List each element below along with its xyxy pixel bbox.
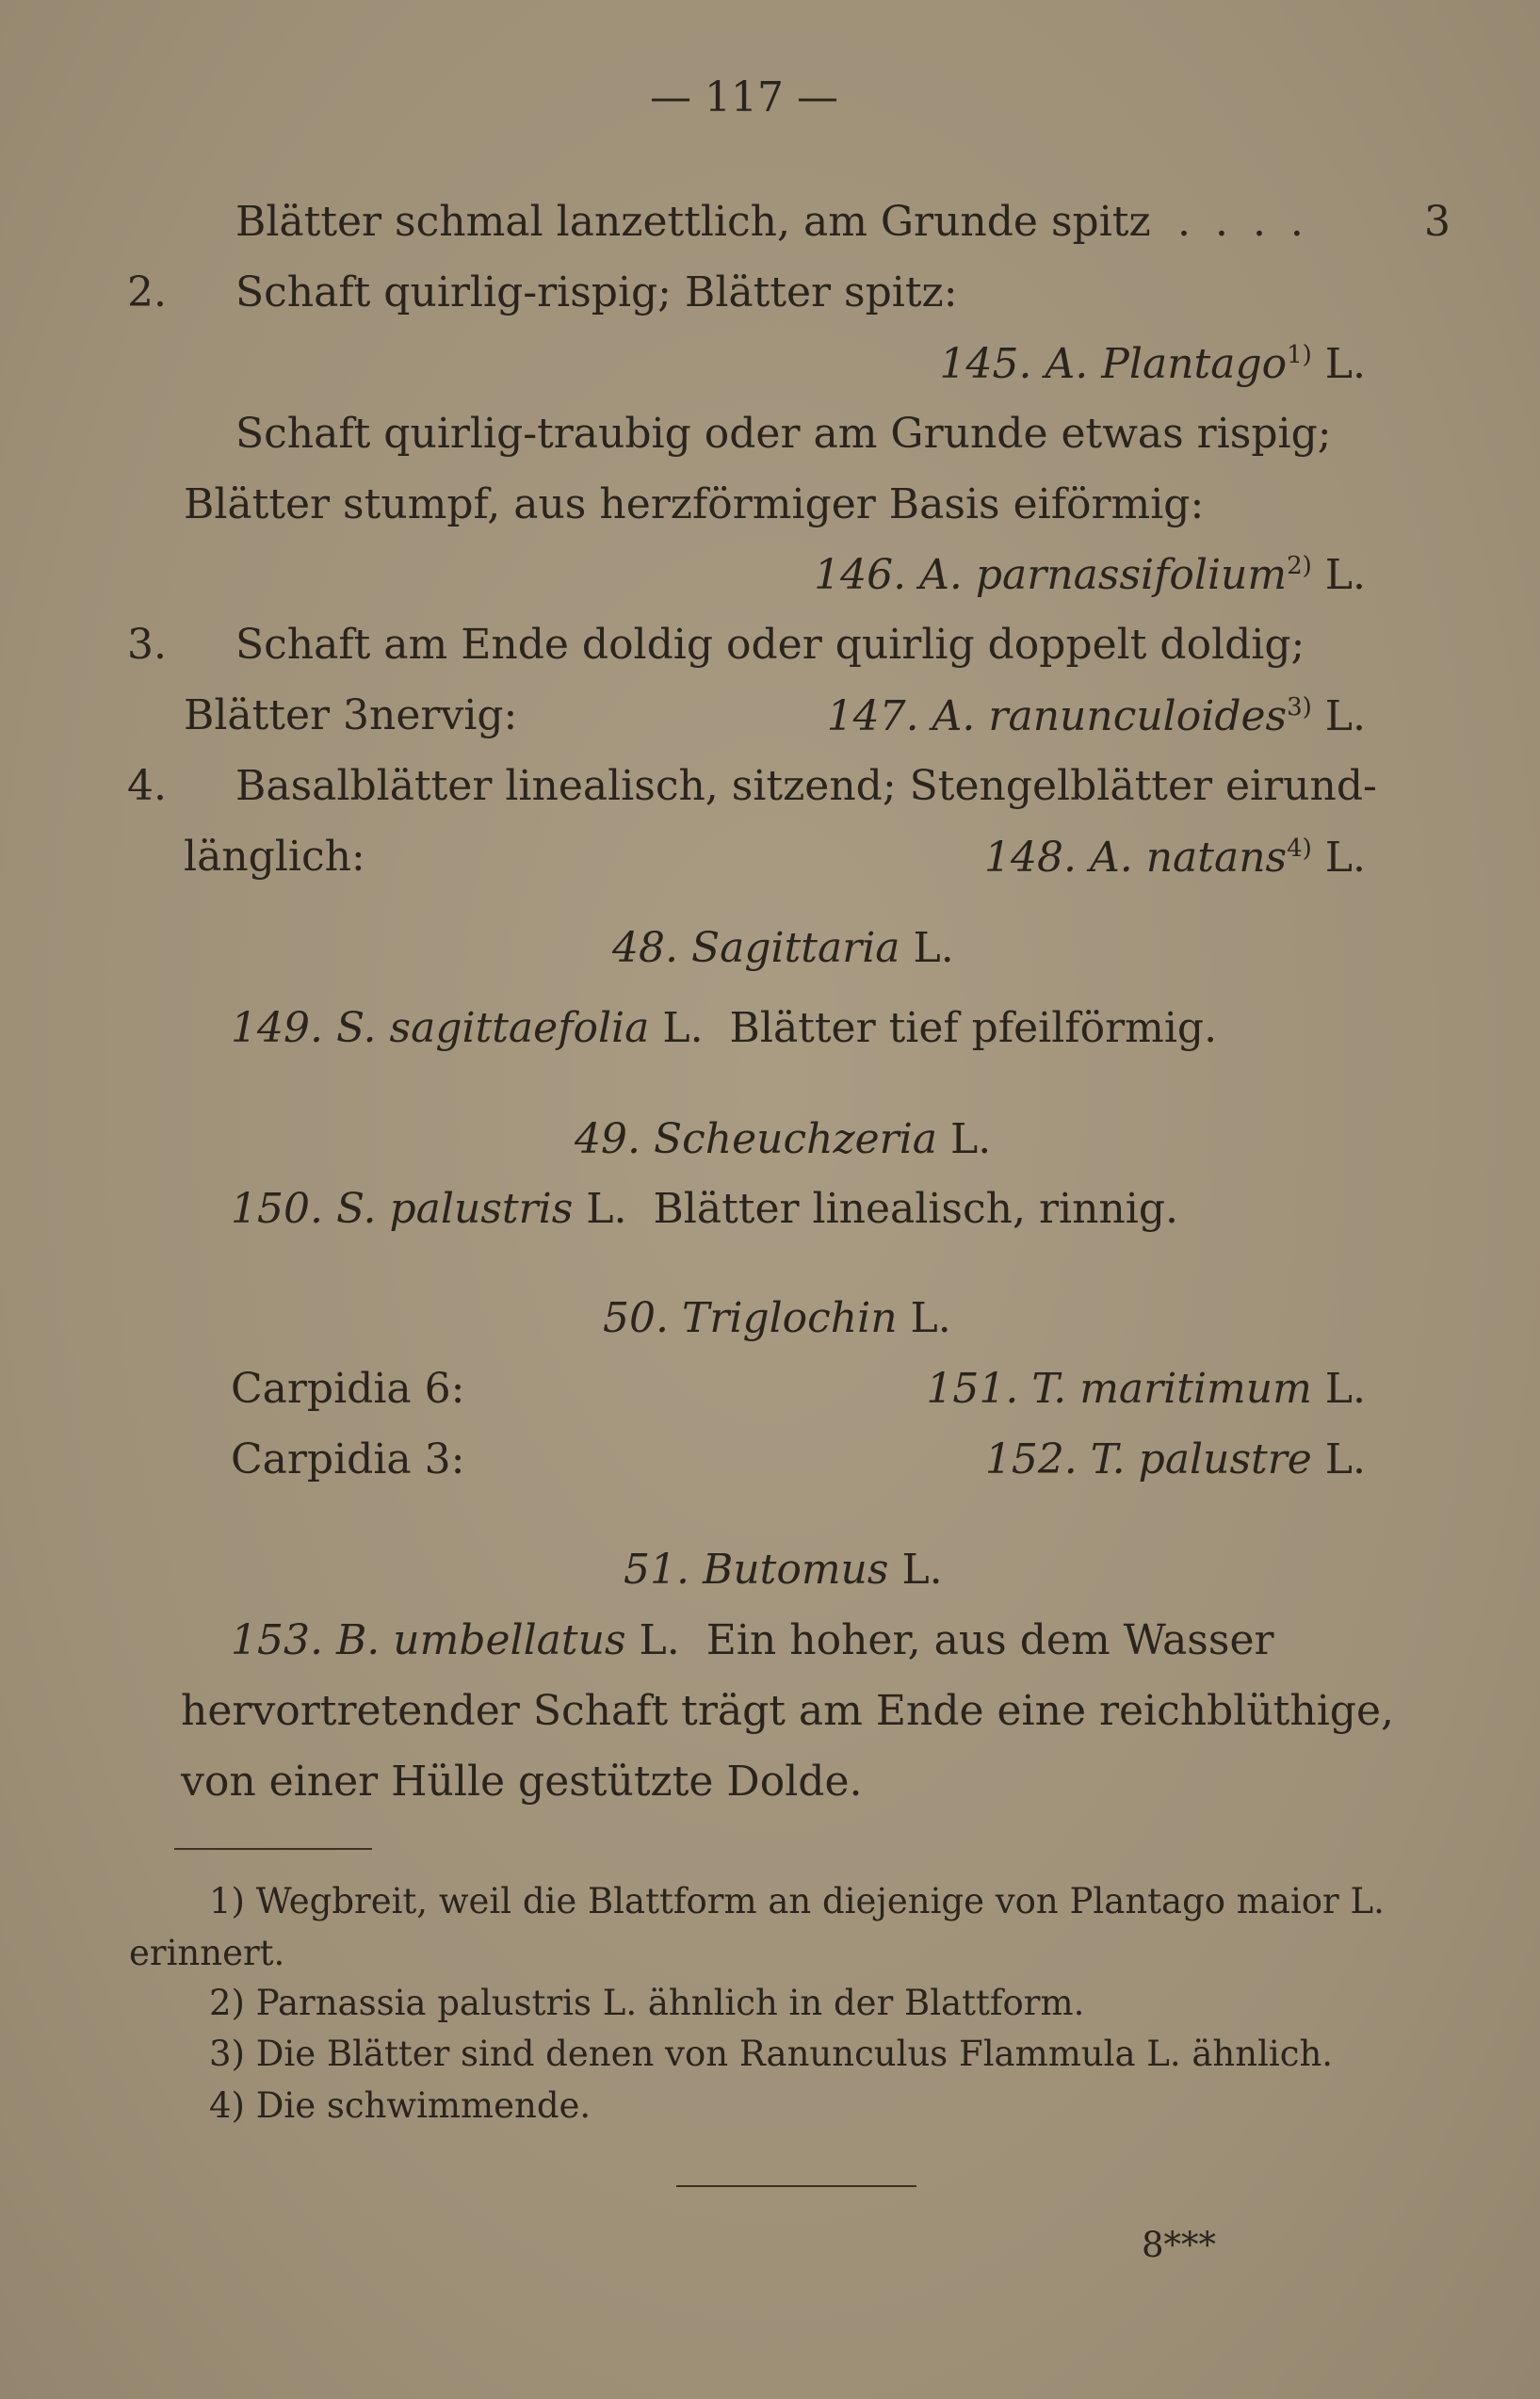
- species-145-genus: A.: [1045, 340, 1089, 388]
- footnote-2: 2) Parnassia palustris L. ähnlich in der Blattform.: [209, 1983, 1085, 2023]
- species-151-author: L.: [1311, 1365, 1366, 1413]
- genus-49-author: L.: [937, 1115, 992, 1163]
- key-num-3: 3.: [127, 621, 167, 669]
- genus-49-name: Scheuchzeria: [653, 1115, 938, 1163]
- key-line-1-ref: 3: [1424, 198, 1451, 246]
- genus-50-heading: [603, 1294, 951, 1342]
- footnote-1-cont: erinnert.: [129, 1933, 285, 1973]
- key-num-4: 4.: [127, 762, 167, 810]
- species-150-num: 150.: [231, 1185, 323, 1233]
- footnote-1: 1) Wegbreit, weil die Blattform an diejenige von Plantago maior L.: [209, 1881, 1385, 1921]
- species-150: [231, 1185, 1178, 1233]
- key-line-1: Blätter schmal lanzettlich, am Grunde spitz: [235, 198, 1151, 246]
- footnote-ref-2: 2): [1287, 552, 1312, 580]
- key-line-10: länglich:: [184, 833, 365, 881]
- species-145: [939, 340, 1366, 388]
- genus-48-author: L.: [900, 924, 954, 972]
- genus-51-heading: [624, 1546, 943, 1594]
- species-147-author: L.: [1311, 692, 1366, 740]
- species-148: [983, 834, 1366, 882]
- genus-50-author: L.: [897, 1294, 951, 1342]
- species-149-num: 149.: [231, 1004, 323, 1052]
- genus-49-heading: [575, 1115, 992, 1163]
- species-151-label: Carpidia 6:: [231, 1365, 465, 1413]
- key-line-1-dots: . . . .: [1177, 198, 1309, 246]
- species-150-name: S. palustris: [335, 1185, 574, 1233]
- species-148-name: natans: [1145, 834, 1288, 882]
- species-152-num: 152.: [984, 1435, 1078, 1483]
- species-145-author: L.: [1311, 340, 1366, 388]
- genus-49-num: 49.: [575, 1115, 640, 1163]
- species-146-name: parnassifolium: [975, 551, 1288, 599]
- key-line-2: Schaft quirlig-rispig; Blätter spitz:: [235, 268, 958, 316]
- key-line-8: Blätter 3nervig:: [184, 691, 518, 739]
- species-145-num: 145.: [939, 340, 1032, 388]
- species-152-label: Carpidia 3:: [231, 1435, 465, 1483]
- species-149-author: L.: [649, 1004, 704, 1052]
- species-147-name: ranunculoides: [988, 692, 1288, 740]
- species-152-name: T. palustre: [1090, 1435, 1312, 1483]
- species-146-genus: A.: [919, 551, 963, 599]
- genus-48-name: Sagittaria: [690, 924, 900, 972]
- species-151-num: 151.: [926, 1365, 1019, 1413]
- species-149-desc: Blätter tief pfeilförmig.: [729, 1004, 1218, 1052]
- species-150-desc: Blätter linealisch, rinnig.: [653, 1185, 1178, 1233]
- species-147-num: 147.: [826, 692, 919, 740]
- species-147: [826, 692, 1366, 740]
- key-num-2: 2.: [127, 268, 167, 316]
- species-153-desc-1: Ein hoher, aus dem Wasser: [705, 1616, 1274, 1664]
- species-145-name: Plantago: [1101, 340, 1288, 388]
- species-148-num: 148.: [983, 834, 1077, 882]
- species-153: [231, 1616, 1274, 1664]
- key-line-4: Schaft quirlig-traubig oder am Grunde etwas rispig;: [235, 410, 1332, 458]
- species-153-line-3: von einer Hülle gestützte Dolde.: [181, 1758, 863, 1806]
- species-146-num: 146.: [814, 551, 907, 599]
- footnote-ref-1: 1): [1287, 341, 1312, 369]
- footnote-ref-4: 4): [1287, 835, 1312, 863]
- species-152: [984, 1435, 1366, 1483]
- footnote-separator: [174, 1848, 372, 1850]
- genus-50-num: 50.: [603, 1294, 669, 1342]
- footnote-ref-3: 3): [1287, 693, 1312, 721]
- species-148-genus: A.: [1089, 834, 1133, 882]
- key-line-9: Basalblätter linealisch, sitzend; Stengelblätter eirund-: [235, 762, 1377, 810]
- species-147-genus: A.: [932, 692, 976, 740]
- species-146: [814, 551, 1366, 599]
- genus-50-name: Triglochin: [681, 1294, 898, 1342]
- species-151-name: T. maritimum: [1031, 1365, 1312, 1413]
- genus-48-heading: [612, 924, 954, 972]
- key-line-5: Blätter stumpf, aus herzförmiger Basis eiförmig:: [184, 480, 1205, 528]
- signature-mark: 8***: [1142, 2225, 1217, 2265]
- bottom-rule: [676, 2185, 916, 2187]
- species-153-line-2: hervortretender Schaft trägt am Ende eine reichblüthige,: [181, 1687, 1394, 1735]
- genus-51-num: 51.: [624, 1546, 689, 1594]
- footnote-3: 3) Die Blätter sind denen von Ranunculus Flammula L. ähnlich.: [209, 2034, 1334, 2074]
- page-number: — 117 —: [650, 73, 838, 122]
- species-153-name: B. umbellatus: [335, 1616, 626, 1664]
- footnote-4: 4) Die schwimmende.: [209, 2085, 592, 2126]
- genus-48-num: 48.: [612, 924, 678, 972]
- species-153-author: L.: [625, 1616, 680, 1664]
- species-146-author: L.: [1311, 551, 1366, 599]
- species-148-author: L.: [1311, 834, 1366, 882]
- key-line-7: Schaft am Ende doldig oder quirlig doppelt doldig;: [235, 621, 1305, 669]
- species-151: [926, 1365, 1366, 1413]
- species-153-num: 153.: [231, 1616, 323, 1664]
- species-149: [231, 1004, 1218, 1052]
- genus-51-author: L.: [888, 1546, 943, 1594]
- species-150-author: L.: [573, 1185, 627, 1233]
- species-152-author: L.: [1311, 1435, 1366, 1483]
- species-149-name: S. sagittaefolia: [335, 1004, 650, 1052]
- genus-51-name: Butomus: [702, 1546, 889, 1594]
